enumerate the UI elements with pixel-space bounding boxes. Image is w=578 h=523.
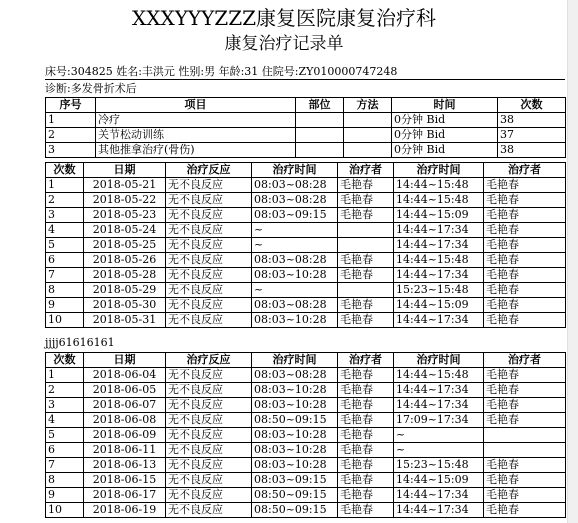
- table-cell: 毛艳春: [484, 383, 566, 398]
- column-header: 项目: [96, 98, 296, 113]
- table-cell: [344, 128, 392, 143]
- table-cell: 无不良反应: [166, 283, 252, 298]
- table-cell: 0分钟 Bid: [392, 143, 498, 158]
- table-cell: 10: [46, 503, 84, 518]
- table-cell: 冷疗: [96, 113, 296, 128]
- sessions-table-1: [45, 162, 566, 328]
- table-cell: 毛艳春: [484, 253, 566, 268]
- table-cell: 毛艳春: [484, 193, 566, 208]
- table-cell: 08:03~10:28: [252, 383, 338, 398]
- table-cell: 无不良反应: [166, 383, 252, 398]
- column-header: 日期: [84, 163, 166, 178]
- table-cell: 毛艳春: [338, 503, 394, 518]
- column-header: 序号: [46, 98, 96, 113]
- table-cell: 14:44~15:48: [394, 253, 484, 268]
- table-cell: 1: [46, 178, 84, 193]
- table-cell: 2018-06-08: [84, 413, 166, 428]
- table-row: [46, 473, 566, 488]
- table-cell: [338, 223, 394, 238]
- table-cell: 08:03~10:28: [252, 398, 338, 413]
- table-row: [46, 143, 566, 158]
- column-header: 次数: [46, 163, 84, 178]
- column-header: 治疗时间: [252, 353, 338, 368]
- table-row: [46, 298, 566, 313]
- table-cell: 毛艳春: [484, 238, 566, 253]
- table-cell: 毛艳春: [484, 398, 566, 413]
- column-header: 治疗时间: [394, 163, 484, 178]
- table-cell: 2: [46, 193, 84, 208]
- table-cell: 毛艳春: [484, 503, 566, 518]
- table-cell: 08:50~09:15: [252, 413, 338, 428]
- table-cell: 38: [498, 143, 566, 158]
- table-cell: 毛艳春: [484, 458, 566, 473]
- table-cell: 毛艳春: [338, 443, 394, 458]
- table-cell: 5: [46, 428, 84, 443]
- table-cell: 08:03~09:15: [252, 473, 338, 488]
- table-cell: 08:03~09:15: [252, 208, 338, 223]
- table-cell: 毛艳春: [338, 458, 394, 473]
- table-cell: 2018-06-09: [84, 428, 166, 443]
- table-cell: 毛艳春: [338, 383, 394, 398]
- table-cell: 08:03~10:28: [252, 428, 338, 443]
- table-cell: 毛艳春: [338, 398, 394, 413]
- table-cell: [296, 128, 344, 143]
- table-cell: 5: [46, 238, 84, 253]
- table-cell: 无不良反应: [166, 238, 252, 253]
- table-cell: 毛艳春: [484, 268, 566, 283]
- table-cell: 无不良反应: [166, 458, 252, 473]
- table-cell: 14:44~17:34: [394, 398, 484, 413]
- table-cell: 14:44~17:34: [394, 268, 484, 283]
- table-cell: 7: [46, 458, 84, 473]
- table-cell: 2018-05-29: [84, 283, 166, 298]
- table-cell: 关节松动训练: [96, 128, 296, 143]
- table-cell: 毛艳春: [484, 208, 566, 223]
- table-cell: 2018-06-07: [84, 398, 166, 413]
- table-cell: 无不良反应: [166, 223, 252, 238]
- table-cell: 9: [46, 298, 84, 313]
- table-cell: 毛艳春: [484, 473, 566, 488]
- table-cell: 2018-06-04: [84, 368, 166, 383]
- table-cell: 4: [46, 413, 84, 428]
- table-cell: 2018-05-25: [84, 238, 166, 253]
- table-cell: [484, 428, 566, 443]
- table-cell: 08:03~08:28: [252, 193, 338, 208]
- table-cell: 2018-05-28: [84, 268, 166, 283]
- table-cell: ~: [394, 443, 484, 458]
- table-cell: 3: [46, 208, 84, 223]
- table-cell: 2018-06-13: [84, 458, 166, 473]
- table-cell: 2018-06-11: [84, 443, 166, 458]
- table-cell: 无不良反应: [166, 208, 252, 223]
- table-cell: 无不良反应: [166, 503, 252, 518]
- table-row: [46, 283, 566, 298]
- table-cell: 3: [46, 398, 84, 413]
- table-cell: 15:23~15:48: [394, 458, 484, 473]
- table-cell: 14:44~17:34: [394, 383, 484, 398]
- column-header: 治疗者: [338, 163, 394, 178]
- table-cell: 14:44~15:48: [394, 368, 484, 383]
- header-divider: [45, 79, 565, 80]
- column-header: 治疗反应: [166, 353, 252, 368]
- table-cell: 15:23~15:48: [394, 283, 484, 298]
- table-cell: 无不良反应: [166, 298, 252, 313]
- table-cell: 08:03~10:28: [252, 443, 338, 458]
- table-row: [46, 313, 566, 328]
- column-header: 部位: [296, 98, 344, 113]
- form-title: 康复治疗记录单: [224, 34, 344, 54]
- table-cell: 14:44~17:34: [394, 313, 484, 328]
- table-cell: ~: [252, 283, 338, 298]
- table-cell: 毛艳春: [338, 298, 394, 313]
- table-cell: 14:44~15:09: [394, 298, 484, 313]
- items-table: [45, 97, 566, 158]
- sessions-table-2: [45, 352, 566, 518]
- table-cell: 0分钟 Bid: [392, 128, 498, 143]
- table-cell: 1: [46, 113, 96, 128]
- table-cell: 毛艳春: [338, 268, 394, 283]
- table-cell: 1: [46, 368, 84, 383]
- table-cell: 无不良反应: [166, 368, 252, 383]
- vertical-scrollbar[interactable]: [567, 0, 578, 523]
- table-cell: 毛艳春: [338, 473, 394, 488]
- table-cell: 14:44~15:48: [394, 193, 484, 208]
- column-header: 治疗者: [338, 353, 394, 368]
- column-header: 时间: [392, 98, 498, 113]
- table-row: [46, 253, 566, 268]
- table-row: [46, 458, 566, 473]
- table-cell: 08:03~08:28: [252, 368, 338, 383]
- table-cell: 2018-06-15: [84, 473, 166, 488]
- table-cell: 6: [46, 253, 84, 268]
- table-cell: 14:44~17:34: [394, 488, 484, 503]
- table-cell: [296, 143, 344, 158]
- table-row: [46, 503, 566, 518]
- table-cell: 14:44~17:34: [394, 238, 484, 253]
- table-cell: 毛艳春: [338, 313, 394, 328]
- table-cell: [344, 113, 392, 128]
- table-cell: 2018-05-22: [84, 193, 166, 208]
- column-header: 治疗者: [484, 163, 566, 178]
- table-cell: [344, 143, 392, 158]
- table-cell: [296, 113, 344, 128]
- items-header-row: [46, 98, 566, 113]
- table-cell: 毛艳春: [484, 178, 566, 193]
- table-cell: [338, 283, 394, 298]
- table-cell: 08:03~10:28: [252, 313, 338, 328]
- table-cell: 14:44~15:09: [394, 473, 484, 488]
- table-cell: 2018-06-05: [84, 383, 166, 398]
- table-cell: 无不良反应: [166, 193, 252, 208]
- separator-text: jjjj61616161: [45, 336, 115, 349]
- table-cell: 6: [46, 443, 84, 458]
- patient-info: 床号:304825 姓名:丰洪元 性别:男 年龄:31 住院号:ZY010000747248: [45, 65, 398, 78]
- table-row: [46, 113, 566, 128]
- table-cell: 08:50~09:15: [252, 488, 338, 503]
- table-cell: 无不良反应: [166, 313, 252, 328]
- table-row: [46, 383, 566, 398]
- table-cell: 9: [46, 488, 84, 503]
- table-cell: [484, 443, 566, 458]
- table-cell: 无不良反应: [166, 253, 252, 268]
- table-row: [46, 488, 566, 503]
- table-cell: 37: [498, 128, 566, 143]
- table-cell: 毛艳春: [484, 488, 566, 503]
- table-cell: 3: [46, 143, 96, 158]
- table-cell: 14:44~17:34: [394, 503, 484, 518]
- table-row: [46, 128, 566, 143]
- table-cell: 毛艳春: [484, 413, 566, 428]
- table-row: [46, 178, 566, 193]
- table-cell: 2018-05-30: [84, 298, 166, 313]
- table-cell: 毛艳春: [338, 488, 394, 503]
- table-cell: 08:50~09:15: [252, 503, 338, 518]
- table-cell: 08:03~10:28: [252, 268, 338, 283]
- table-cell: 毛艳春: [338, 193, 394, 208]
- table-cell: 无不良反应: [166, 488, 252, 503]
- table-cell: [338, 238, 394, 253]
- table-cell: 2018-05-24: [84, 223, 166, 238]
- table-row: [46, 208, 566, 223]
- table-cell: ~: [252, 238, 338, 253]
- table-cell: ~: [252, 223, 338, 238]
- table-cell: 38: [498, 113, 566, 128]
- table-cell: 毛艳春: [484, 223, 566, 238]
- table-cell: 2018-06-19: [84, 503, 166, 518]
- table-cell: 2018-05-23: [84, 208, 166, 223]
- column-header: 次数: [46, 353, 84, 368]
- table-cell: 10: [46, 313, 84, 328]
- table-cell: 08:03~08:28: [252, 178, 338, 193]
- table-cell: 2018-06-17: [84, 488, 166, 503]
- table-cell: 17:09~17:34: [394, 413, 484, 428]
- table-cell: ~: [394, 428, 484, 443]
- table-cell: 无不良反应: [166, 268, 252, 283]
- table-row: [46, 193, 566, 208]
- table-cell: 7: [46, 268, 84, 283]
- column-header: 次数: [498, 98, 566, 113]
- table-cell: 毛艳春: [338, 368, 394, 383]
- table-cell: 2: [46, 383, 84, 398]
- table-cell: 14:44~15:09: [394, 208, 484, 223]
- table-row: [46, 413, 566, 428]
- table-cell: 4: [46, 223, 84, 238]
- table-row: [46, 223, 566, 238]
- table-cell: 08:03~10:28: [252, 458, 338, 473]
- table-cell: 毛艳春: [484, 368, 566, 383]
- table-cell: 毛艳春: [338, 208, 394, 223]
- table-cell: 无不良反应: [166, 178, 252, 193]
- diagnosis: 诊断:多发骨折术后: [45, 82, 137, 95]
- table-cell: 2018-05-31: [84, 313, 166, 328]
- table-cell: 无不良反应: [166, 428, 252, 443]
- table-cell: 毛艳春: [484, 313, 566, 328]
- table-cell: 无不良反应: [166, 473, 252, 488]
- table-cell: 2: [46, 128, 96, 143]
- table-cell: 8: [46, 283, 84, 298]
- column-header: 治疗时间: [252, 163, 338, 178]
- table-cell: 08:03~08:28: [252, 253, 338, 268]
- table-row: [46, 368, 566, 383]
- table-cell: 2018-05-26: [84, 253, 166, 268]
- hospital-title: XXXYYYZZZ康复医院康复治疗科: [131, 6, 436, 30]
- table-cell: 2018-05-21: [84, 178, 166, 193]
- table-cell: 毛艳春: [338, 413, 394, 428]
- table-cell: 08:03~08:28: [252, 298, 338, 313]
- table-cell: 8: [46, 473, 84, 488]
- column-header: 治疗时间: [394, 353, 484, 368]
- sessions-header-row: [46, 163, 566, 178]
- column-header: 日期: [84, 353, 166, 368]
- table-cell: 毛艳春: [484, 283, 566, 298]
- table-cell: 毛艳春: [338, 253, 394, 268]
- table-cell: 其他推拿治疗(骨伤): [96, 143, 296, 158]
- table-cell: 无不良反应: [166, 398, 252, 413]
- table-cell: 毛艳春: [338, 178, 394, 193]
- table-row: [46, 238, 566, 253]
- table-cell: 毛艳春: [338, 428, 394, 443]
- table-cell: 无不良反应: [166, 413, 252, 428]
- table-row: [46, 443, 566, 458]
- table-cell: 0分钟 Bid: [392, 113, 498, 128]
- table-cell: 毛艳春: [484, 298, 566, 313]
- sessions-header-row: [46, 353, 566, 368]
- column-header: 治疗者: [484, 353, 566, 368]
- table-row: [46, 428, 566, 443]
- table-cell: 14:44~17:34: [394, 223, 484, 238]
- table-row: [46, 398, 566, 413]
- table-cell: 无不良反应: [166, 443, 252, 458]
- column-header: 方法: [344, 98, 392, 113]
- table-row: [46, 268, 566, 283]
- column-header: 治疗反应: [166, 163, 252, 178]
- table-cell: 14:44~15:48: [394, 178, 484, 193]
